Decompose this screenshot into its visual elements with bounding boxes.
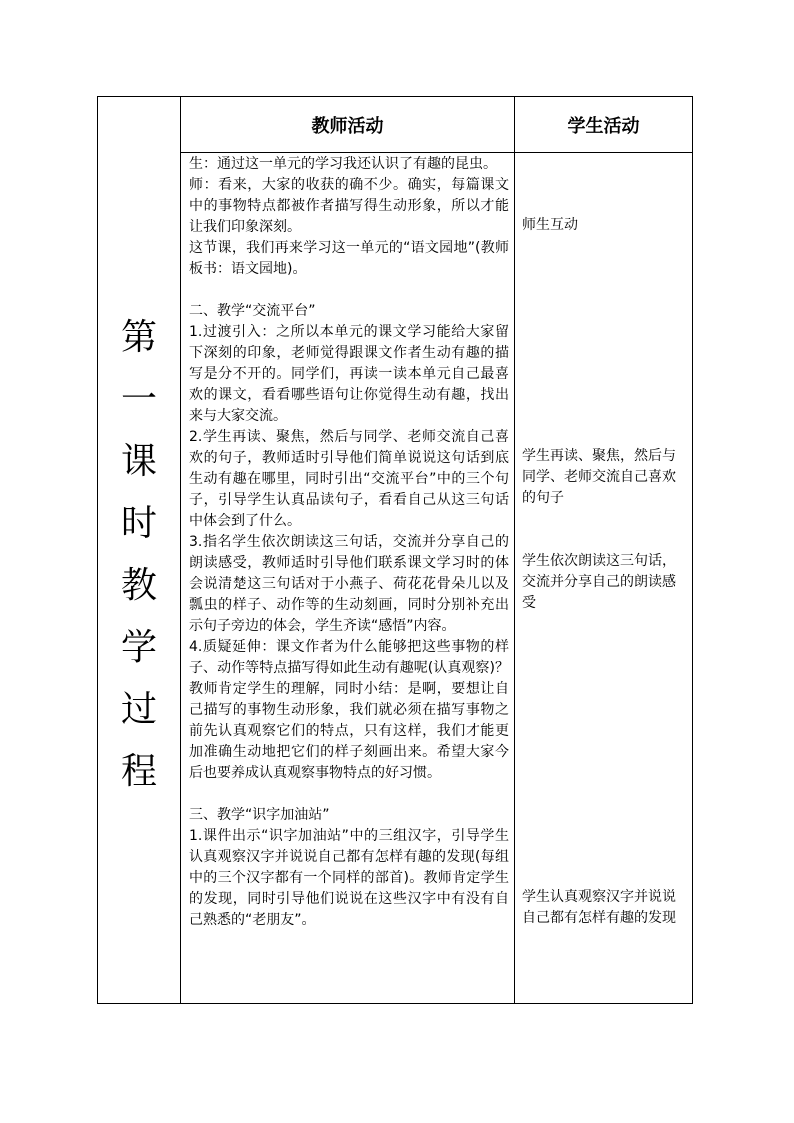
student-note: 学生依次朗读这三句话，交流并分享自己的朗读感受 [522, 553, 676, 611]
side-title-char: 程 [120, 751, 157, 792]
teacher-paragraph: 这节课，我们再来学习这一单元的“语文园地”(教师板书：语文园地)。 [189, 240, 509, 277]
paragraph-gap [189, 784, 509, 805]
paragraph-gap [189, 280, 509, 301]
side-title-char: 一 [120, 379, 157, 420]
teacher-paragraph: 1.课件出示“识字加油站”中的三组汉字，引导学生认真观察汉字并说说自己都有怎样有趣的发现(每组中的三个汉字都有一个同样的部首)。教师肯定学生的发现，同时引导他们说说在这些汉字中有没有自己熟悉的“老朋友”。 [189, 828, 509, 928]
side-title-char: 课 [120, 441, 157, 482]
teacher-activity-text [189, 154, 509, 931]
side-title [98, 307, 180, 807]
side-title-char: 时 [120, 503, 157, 544]
teacher-paragraph: 3.指名学生依次朗读这三句话，交流并分享自己的朗读感受，教师适时引导他们联系课文学习时的体会说清楚这三句话对于小燕子、荷花花骨朵儿以及瓢虫的样子、动作等的生动刻画，同时分别补充出示句子旁边的体会，学生齐读“感悟”内容。 [189, 534, 509, 634]
section-heading: 三、教学“识字加油站” [189, 807, 330, 823]
side-title-char: 学 [120, 627, 157, 668]
teacher-paragraph: 生：通过这一单元的学习我还认识了有趣的昆虫。 [189, 156, 497, 172]
side-title-char: 教 [120, 565, 157, 606]
student-activity-header: 学生活动 [567, 115, 640, 137]
column-divider [514, 97, 515, 1003]
side-title-char: 过 [120, 689, 157, 730]
column-divider [180, 97, 181, 1003]
lesson-plan-table [97, 96, 693, 1004]
header-divider [180, 152, 692, 153]
student-note: 学生认真观察汉字并说说自己都有怎样有趣的发现 [522, 889, 676, 926]
teacher-paragraph: 1.过渡引入：之所以本单元的课文学习能给大家留下深刻的印象，老师觉得跟课文作者生动有趣的描写是分不开的。同学们，再读一读本单元自己最喜欢的课文，看看哪些语句让你觉得生动有趣，找出来与大家交流。 [189, 324, 509, 424]
teacher-activity-header: 教师活动 [311, 115, 384, 137]
section-heading: 二、教学“交流平台” [189, 303, 316, 319]
teacher-paragraph: 4.质疑延伸：课文作者为什么能够把这些事物的样子、动作等特点描写得如此生动有趣呢(认真观察)？ 教师肯定学生的理解，同时小结：是啊，要想让自己描写的事物生动形象，我们就必须在描写事物之前先认真观察它们的特点，只有这样，我们才能更加准确生动地把它们的样子刻画出来。希望大家今后也要养成认真观察事物特点的好习惯。 [189, 639, 509, 781]
student-note: 师生互动 [522, 217, 578, 233]
side-title-char: 第 [120, 317, 157, 358]
teacher-paragraph: 2.学生再读、聚焦，然后与同学、老师交流自己喜欢的句子，教师适时引导他们简单说说这句话到底生动有趣在哪里，同时引出“交流平台”中的三个句子，引导学生认真品读句子，看看自己从这三句话中体会到了什么。 [189, 429, 509, 529]
student-note: 学生再读、聚焦，然后与同学、老师交流自己喜欢的句子 [522, 448, 676, 506]
teacher-paragraph: 师：看来，大家的收获的确不少。确实，每篇课文中的事物特点都被作者描写得生动形象，所以才能让我们印象深刻。 [189, 177, 509, 235]
